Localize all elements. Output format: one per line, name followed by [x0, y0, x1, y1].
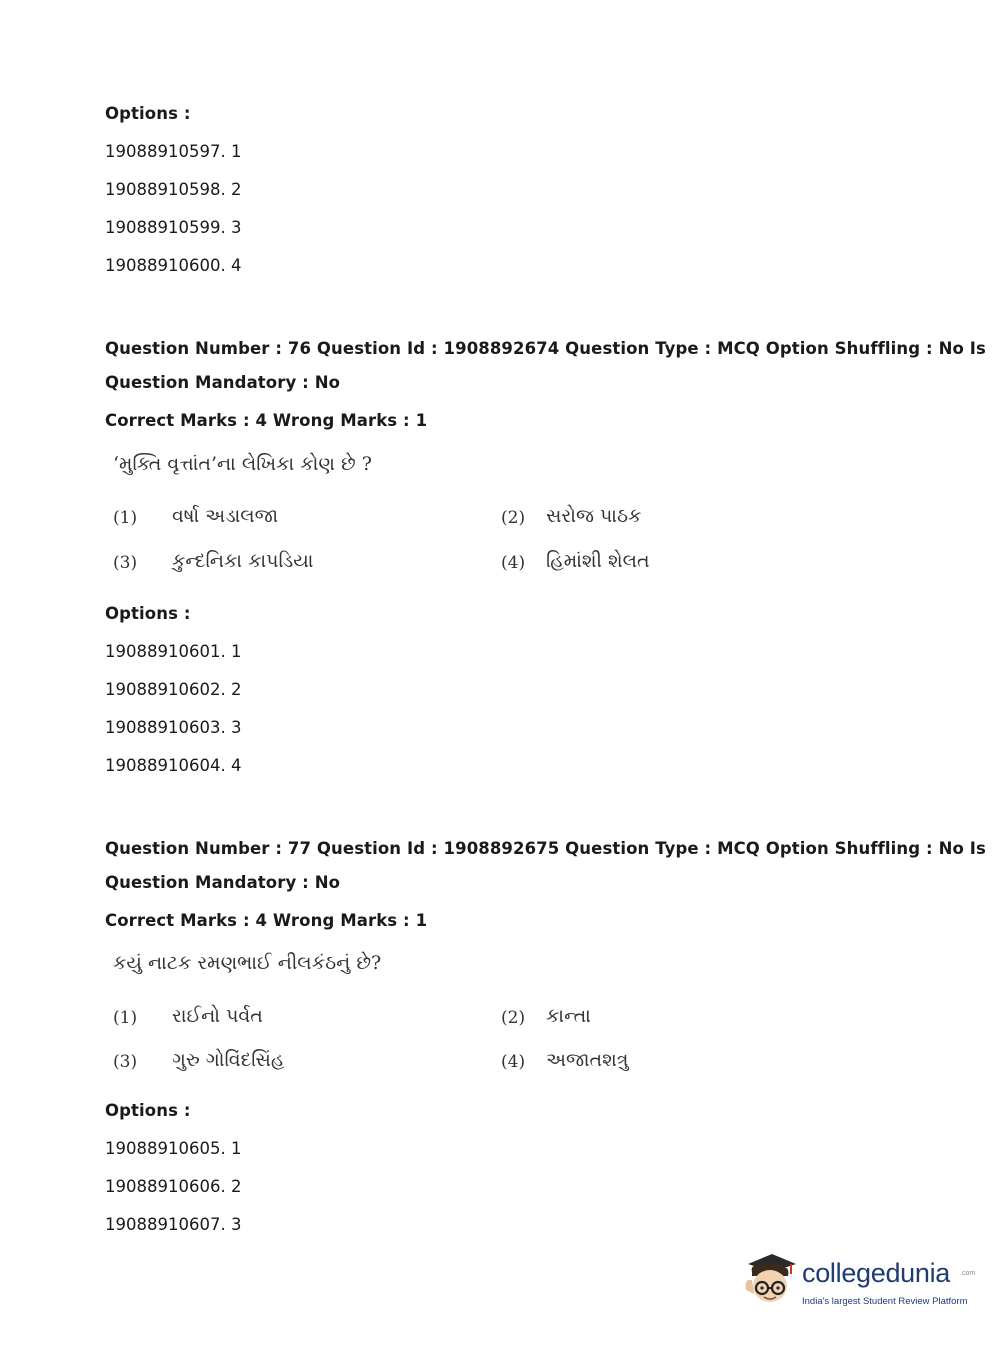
option-line: 19088910601. 1	[105, 642, 242, 661]
choice-text: હિમાંશી શેલત	[546, 550, 650, 572]
question-header: Question Number : 76 Question Id : 1908892674 Question Type : MCQ Option Shuffling : No Is	[105, 339, 986, 358]
option-line: 19088910607. 3	[105, 1215, 242, 1234]
choice-number: (3)	[113, 1052, 138, 1072]
choice-number: (2)	[501, 1008, 526, 1028]
options-label: Options :	[105, 604, 191, 623]
question-text: ‘મુક્તિ વૃત્તાંત’ના લેખિકા કોણ છે ?	[113, 453, 372, 475]
collegedunia-logo	[742, 1250, 976, 1316]
option-line: 19088910604. 4	[105, 756, 242, 775]
option-line: 19088910600. 4	[105, 256, 242, 275]
choice-text: અજાતશત્રુ	[546, 1049, 629, 1071]
option-line: 19088910603. 3	[105, 718, 242, 737]
choice-text: કાન્તા	[546, 1005, 591, 1027]
choice-number: (1)	[113, 508, 138, 528]
logo-suffix: .com	[960, 1270, 976, 1277]
options-label: Options :	[105, 1101, 191, 1120]
choice-text: વર્ષા અડાલજા	[172, 505, 279, 527]
option-line: 19088910602. 2	[105, 680, 242, 699]
choice-number: (1)	[113, 1008, 138, 1028]
choice-number: (3)	[113, 553, 138, 573]
choice-text: રાઈનો પર્વત	[172, 1005, 263, 1027]
options-label: Options :	[105, 104, 191, 123]
choice-text: કુન્દનિકા કાપડિયા	[172, 550, 314, 572]
option-line: 19088910598. 2	[105, 180, 242, 199]
option-line: 19088910599. 3	[105, 218, 242, 237]
question-mandatory: Question Mandatory : No	[105, 873, 341, 892]
logo-tagline: India's largest Student Review Platform	[802, 1296, 968, 1307]
option-line: 19088910605. 1	[105, 1139, 242, 1158]
choice-number: (4)	[501, 553, 526, 573]
question-text: કયું નાટક રમણભાઈ નીલકંઠનું છે?	[113, 952, 382, 974]
question-header: Question Number : 77 Question Id : 1908892675 Question Type : MCQ Option Shuffling : No Is	[105, 839, 986, 858]
question-marks: Correct Marks : 4 Wrong Marks : 1	[105, 911, 428, 930]
choice-text: ગુરુ ગોવિંદસિંહ	[172, 1049, 285, 1071]
option-line: 19088910606. 2	[105, 1177, 242, 1196]
mascot-icon	[742, 1250, 800, 1314]
choice-number: (2)	[501, 508, 526, 528]
logo-wordmark: collegedunia	[802, 1258, 951, 1288]
option-line: 19088910597. 1	[105, 142, 242, 161]
question-marks: Correct Marks : 4 Wrong Marks : 1	[105, 411, 428, 430]
choice-number: (4)	[501, 1052, 526, 1072]
choice-text: સરોજ પાઠક	[546, 505, 642, 527]
question-mandatory: Question Mandatory : No	[105, 373, 341, 392]
